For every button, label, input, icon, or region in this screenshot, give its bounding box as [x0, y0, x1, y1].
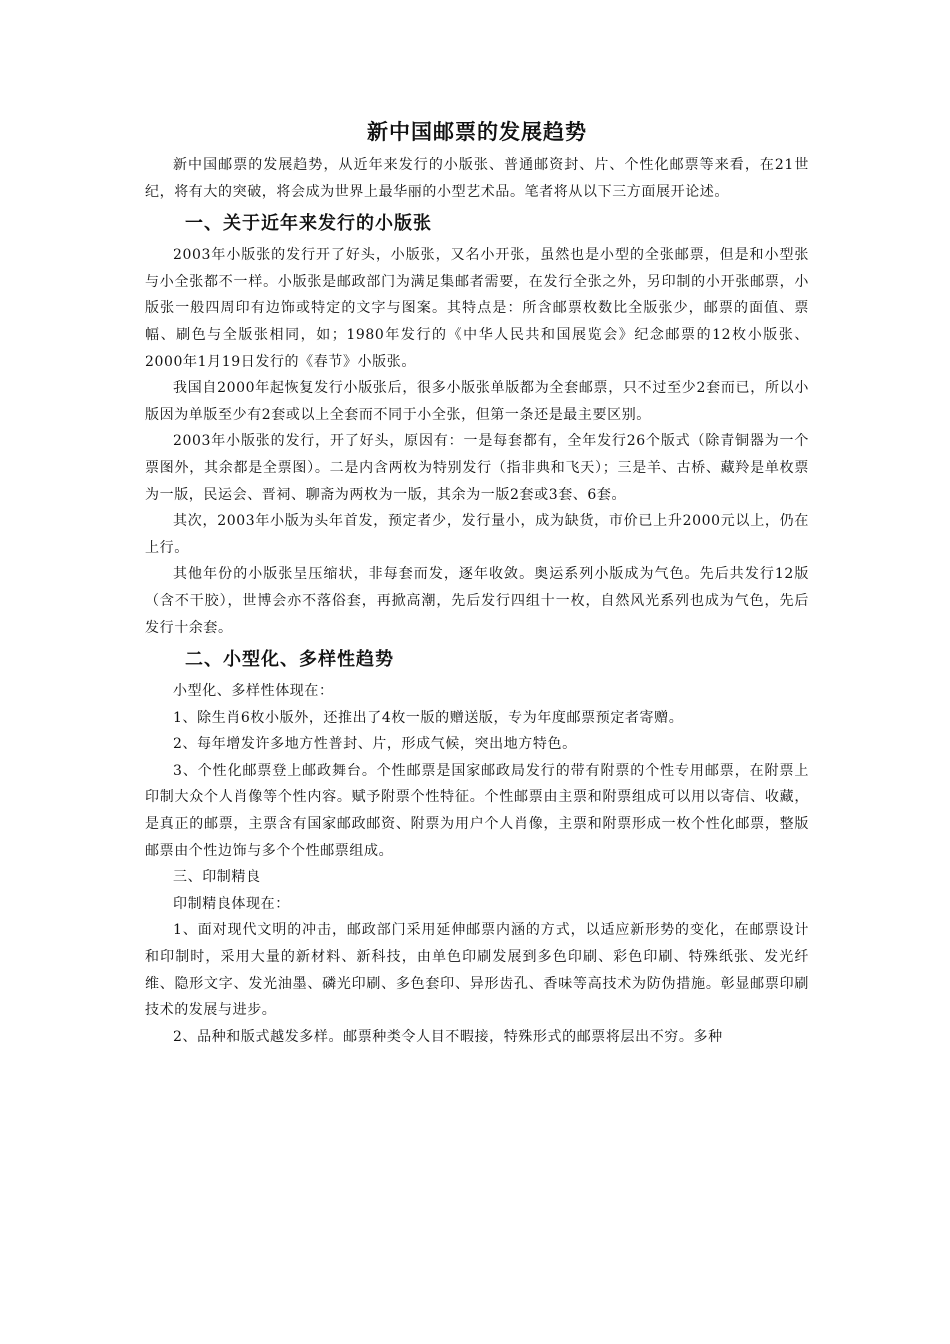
- section-3-paragraph: 印制精良体现在：: [173, 895, 290, 912]
- section-2-paragraph: 1、除生肖6枚小版外，还推出了4枚一版的赠送版，专为年度邮票预定者寄赠。: [173, 709, 684, 726]
- section-1-paragraph: 我国自2000年起恢复发行小版张后，很多小版张单版都为全套邮票，只不过至少2套而已，所以小版因为单版至少有2套或以上全套而不同于小全张，但第一条还是最主要区别。: [145, 380, 809, 423]
- section-1-heading: 一、关于近年来发行的小版张: [185, 213, 432, 235]
- section-2-paragraph: 小型化、多样性体现在：: [173, 683, 334, 700]
- document-body: [145, 114, 809, 1050]
- section-3-paragraph: 2、品种和版式越发多样。邮票种类令人目不暇接，特殊形式的邮票将层出不穷。多种: [173, 1028, 723, 1045]
- section-1-paragraph: 其次，2003年小版为头年首发，预定者少，发行量小，成为缺货，市价已上升2000元以上，仍在上行。: [145, 513, 809, 556]
- section-1-paragraph: 其他年份的小版张呈压缩状，非每套而发，逐年收敛。奥运系列小版成为气色。先后共发行12版（含不干胶），世博会亦不落俗套，再掀高潮，先后发行四组十一枚，自然风光系列也成为气色，先后发行十余套。: [145, 566, 809, 636]
- document-title: 新中国邮票的发展趋势: [367, 120, 587, 144]
- section-1-paragraph: 2003年小版张的发行开了好头，小版张，又名小开张，虽然也是小型的全张邮票，但是和小型张与小全张都不一样。小版张是邮政部门为满足集邮者需要，在发行全张之外，另印制的小开张邮票，小版张一般四周印有边饰或特定的文字与图案。其特点是：所含邮票枚数比全版张少，邮票的面值、票幅、刷色与全版张相同，如；1980年发行的《中华人民共和国展览会》纪念邮票的12枚小版张、2000年1月19日发行的《春节》小版张。: [145, 247, 809, 370]
- section-1-paragraph: 2003年小版张的发行，开了好头，原因有：一是每套都有，全年发行26个版式（除青铜器为一个票图外，其余都是全票图）。二是内含两枚为特别发行（指非典和飞天）；三是羊、古桥、藏羚是单枚票为一版，民运会、晋祠、聊斋为两枚为一版，其余为一版2套或3套、6套。: [145, 433, 809, 503]
- intro-paragraph: 新中国邮票的发展趋势，从近年来发行的小版张、普通邮资封、片、个性化邮票等来看，在21世纪，将有大的突破，将会成为世界上最华丽的小型艺术品。笔者将从以下三方面展开论述。: [145, 157, 809, 200]
- section-2-paragraph: 3、个性化邮票登上邮政舞台。个性邮票是国家邮政局发行的带有附票的个性专用邮票，在附票上印制大众个人肖像等个性内容。赋予附票个性特征。个性邮票由主票和附票组成可以用以寄信、收藏，是真正的邮票，主票含有国家邮政邮资、附票为用户个人肖像，主票和附票形成一枚个性化邮票，整版邮票由个性边饰与多个个性邮票组成。: [145, 762, 809, 859]
- section-2-heading: 二、小型化、多样性趋势: [185, 649, 394, 671]
- section-3-heading: 三、印制精良: [173, 869, 261, 886]
- section-2-paragraph: 2、每年增发许多地方性普封、片，形成气候，突出地方特色。: [173, 736, 577, 753]
- section-3-paragraph: 1、面对现代文明的冲击，邮政部门采用延伸邮票内涵的方式，以适应新形势的变化，在邮票设计和印制时，采用大量的新材料、新科技，由单色印刷发展到多色印刷、彩色印刷、特殊纸张、发光纤维、隐形文字、发光油墨、磷光印刷、多色套印、异形齿孔、香味等高技术为防伪措施。彰显邮票印刷技术的发展与进步。: [145, 922, 809, 1019]
